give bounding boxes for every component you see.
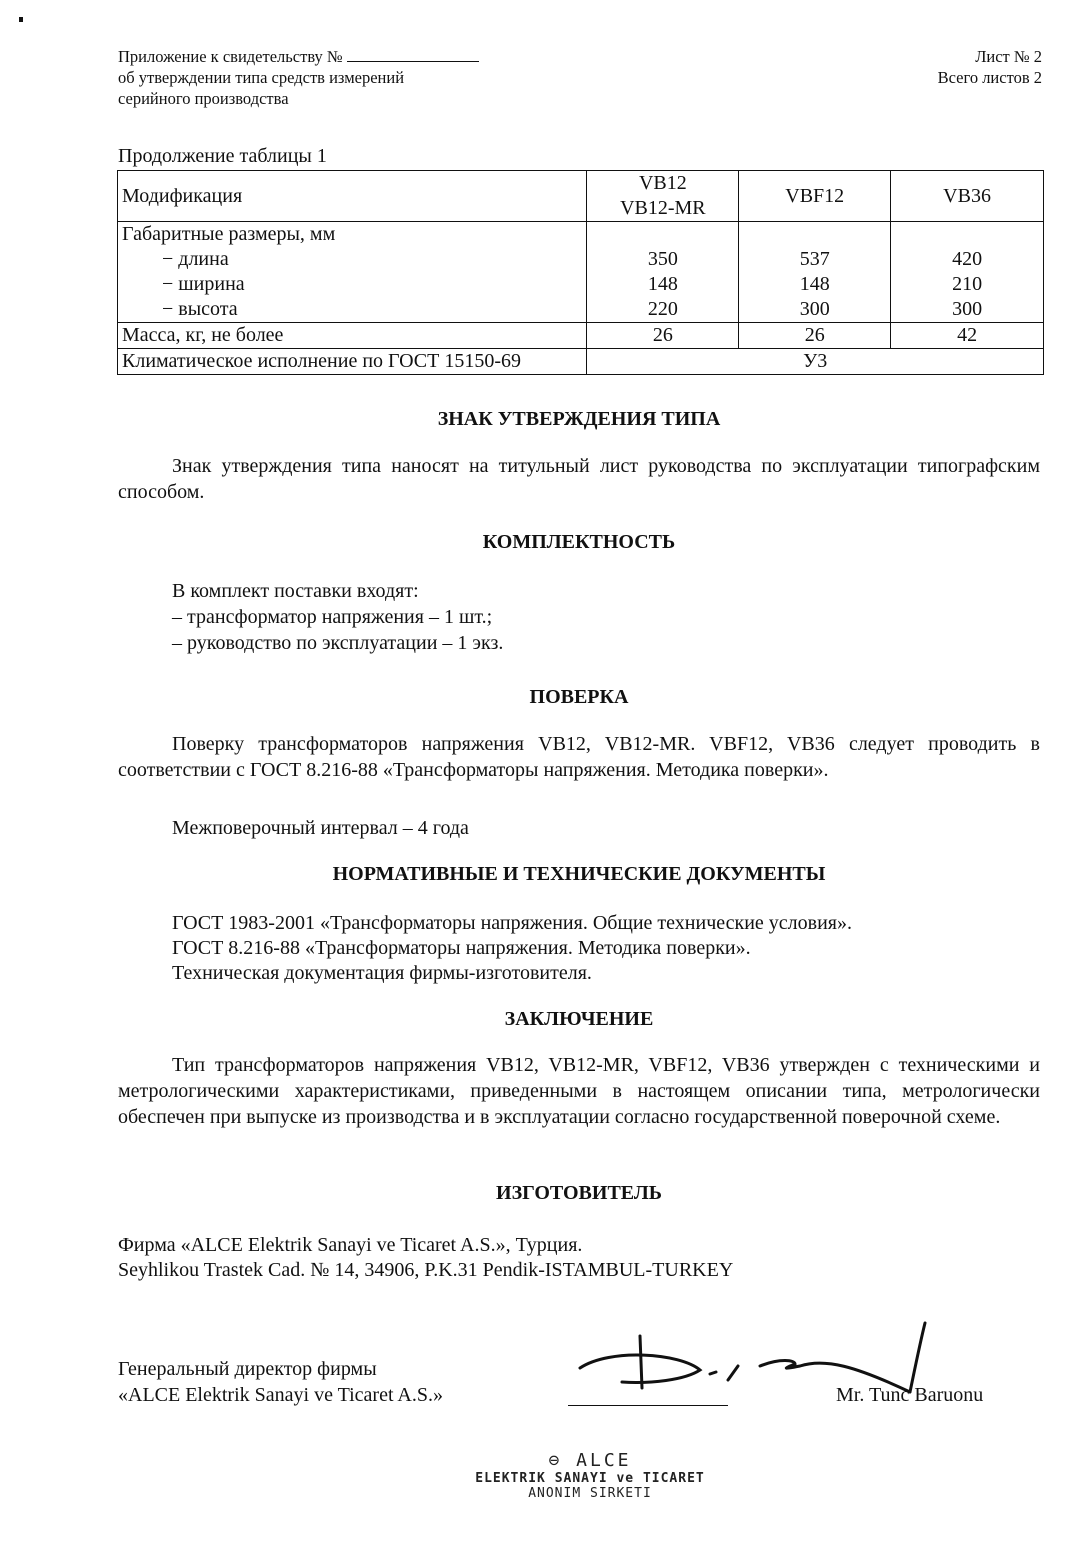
table-row — [118, 222, 1044, 323]
row-label: Масса, кг, не более — [118, 323, 587, 349]
dims-label: Габаритные размеры, мм — [122, 223, 336, 245]
value-cell — [891, 222, 1044, 323]
section-title: ЗАКЛЮЧЕНИЕ — [504, 1008, 654, 1030]
value: 148 — [647, 273, 678, 295]
header-cell: VBF12 — [739, 171, 891, 222]
header-line: серийного производства — [118, 89, 289, 108]
section-text: Тип трансформаторов напряжения VB12, VB12-MR, VBF12, VB36 утвержден с техническими и метрологическими характеристиками, приведенными в настоящем описании типа, метрологически обеспечен при выпуске из производства и в эксплуатации согласно государственной поверочной схеме. — [118, 1054, 1040, 1128]
value: 148 — [799, 273, 830, 295]
value: 420 — [952, 248, 983, 270]
logo-icon: ⊖ — [548, 1450, 563, 1471]
header-line: Приложение к свидетельству № — [118, 47, 343, 66]
value: 210 — [952, 273, 983, 295]
signatory-company: «ALCE Elektrik Sanayi ve Ticaret A.S.» — [118, 1384, 443, 1406]
signatory-position: Генеральный директор фирмы — [118, 1358, 377, 1380]
section-text: Поверку трансформаторов напряжения VB12, VB12-MR. VBF12, VB36 следует проводить в соответствии с ГОСТ 8.216-88 «Трансформаторы напряжения. Методика поверки». — [118, 733, 1040, 781]
header-right — [938, 46, 1042, 88]
list-item: – трансформатор напряжения – 1 шт.; — [172, 606, 493, 628]
list-item: ГОСТ 1983-2001 «Трансформаторы напряжения. Общие технические условия». — [172, 912, 852, 934]
scan-speck — [19, 17, 23, 22]
header-line: об утверждении типа средств измерений — [118, 68, 405, 87]
stamp-line: ELEKTRIK SANAYI ve TICARET — [475, 1471, 705, 1486]
value: 300 — [952, 298, 983, 320]
table-header-row — [118, 171, 1044, 222]
stamp-line: ALCE — [576, 1450, 632, 1471]
value-cell — [587, 222, 739, 323]
value-cell: 42 — [891, 323, 1044, 349]
header-left — [118, 46, 479, 109]
list-item: ГОСТ 8.216-88 «Трансформаторы напряжения. Методика поверки». — [172, 937, 751, 959]
header-cell-line: VB12-MR — [620, 197, 706, 219]
table-row — [118, 323, 1044, 349]
value-cell: У3 — [587, 349, 1044, 375]
value: 300 — [799, 298, 830, 320]
value-cell: 26 — [739, 323, 891, 349]
value: 220 — [647, 298, 678, 320]
value-cell: 26 — [587, 323, 739, 349]
spec-table — [117, 170, 1044, 375]
value-cell — [739, 222, 891, 323]
section-title: ПОВЕРКА — [529, 686, 629, 708]
row-label: Климатическое исполнение по ГОСТ 15150-69 — [118, 349, 587, 375]
section-text: Знак утверждения типа наносят на титульный лист руководства по эксплуатации типографским способом. — [118, 455, 1040, 503]
interval-text: Межповерочный интервал – 4 года — [172, 817, 469, 839]
signature-line — [568, 1405, 728, 1406]
dim-label: − высота — [162, 298, 238, 320]
header-cell — [587, 171, 739, 222]
list-item: Техническая документация фирмы-изготовителя. — [172, 962, 592, 984]
header-cell: Модификация — [118, 171, 587, 222]
table-row — [118, 349, 1044, 375]
section-title: ЗНАК УТВЕРЖДЕНИЯ ТИПА — [437, 408, 721, 430]
value: 350 — [647, 248, 678, 270]
kit-intro: В комплект поставки входят: — [172, 580, 419, 602]
list-item: – руководство по эксплуатации – 1 экз. — [172, 632, 504, 654]
value: 537 — [799, 248, 830, 270]
header-cell: VB36 — [891, 171, 1044, 222]
header-cell-line: VB12 — [638, 172, 687, 194]
dim-label: − длина — [162, 248, 229, 270]
certificate-number-blank — [347, 47, 479, 62]
row-label — [118, 222, 587, 323]
company-stamp — [460, 1450, 720, 1501]
total-sheets: Всего листов 2 — [937, 68, 1042, 87]
sheet-number: Лист № 2 — [975, 47, 1042, 66]
table-caption: Продолжение таблицы 1 — [118, 145, 327, 167]
dim-label: − ширина — [162, 273, 245, 295]
stamp-line: ANONIM SIRKETI — [528, 1486, 652, 1501]
signatory-name: Mr. Tunc Baruonu — [836, 1384, 984, 1406]
section-title: КОМПЛЕКТНОСТЬ — [482, 531, 676, 553]
section-title: НОРМАТИВНЫЕ И ТЕХНИЧЕСКИЕ ДОКУМЕНТЫ — [332, 863, 826, 885]
manufacturer-address: Seyhlikou Trastek Cad. № 14, 34906, P.K.31 Pendik-ISTAMBUL-TURKEY — [118, 1259, 734, 1281]
manufacturer-name: Фирма «ALCE Elektrik Sanayi ve Ticaret A.S.», Турция. — [118, 1234, 583, 1256]
section-title: ИЗГОТОВИТЕЛЬ — [496, 1182, 662, 1204]
